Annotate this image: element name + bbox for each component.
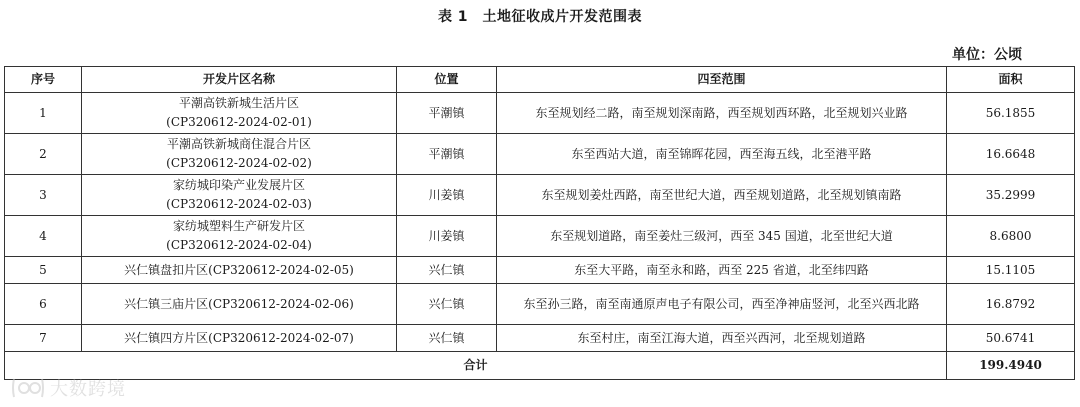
- row-location: 兴仁镇: [397, 284, 497, 325]
- table-row: [5, 325, 1075, 352]
- row-boundary: 东至西站大道，南至锦晖花园，西至海五线，北至港平路: [497, 134, 947, 175]
- row-area: 50.6741: [947, 325, 1075, 352]
- row-area: 56.1855: [947, 93, 1075, 134]
- row-location: 兴仁镇: [397, 257, 497, 284]
- table-header-row: [5, 67, 1075, 93]
- row-location: 川姜镇: [397, 216, 497, 257]
- row-area: 16.6648: [947, 134, 1075, 175]
- row-name-line2: (CP320612-2024-02-04): [166, 238, 312, 252]
- row-name: [82, 216, 397, 257]
- row-area: 16.8792: [947, 284, 1075, 325]
- row-location: 川姜镇: [397, 175, 497, 216]
- table-row: [5, 257, 1075, 284]
- header-no: 序号: [5, 67, 82, 93]
- row-name: [82, 93, 397, 134]
- row-boundary: 东至规划经二路，南至规划深南路，西至规划西环路，北至规划兴业路: [497, 93, 947, 134]
- row-name: 兴仁镇四方片区(CP320612-2024-02-07): [82, 325, 397, 352]
- header-boundary: 四至范围: [497, 67, 947, 93]
- row-name-line2: (CP320612-2024-02-01): [166, 115, 312, 129]
- row-name: [82, 175, 397, 216]
- row-location: 平潮镇: [397, 134, 497, 175]
- row-area: 15.1105: [947, 257, 1075, 284]
- row-name-line1: 家纺城塑料生产研发片区: [172, 219, 305, 233]
- row-name-line1: 家纺城印染产业发展片区: [172, 178, 305, 192]
- row-name: 兴仁镇盘扣片区(CP320612-2024-02-05): [82, 257, 397, 284]
- row-name-line1: 平潮高铁新城商住混合片区: [166, 137, 311, 151]
- row-location: 平潮镇: [397, 93, 497, 134]
- total-row: [5, 352, 1075, 380]
- row-no: 2: [5, 134, 82, 175]
- row-area: 35.2999: [947, 175, 1075, 216]
- row-no: 6: [5, 284, 82, 325]
- table-row: [5, 216, 1075, 257]
- table-title: 表 1 土地征收成片开发范围表: [437, 9, 643, 25]
- row-area: 8.6800: [947, 216, 1075, 257]
- header-area: 面积: [947, 67, 1075, 93]
- watermark-text: 大数跨境: [50, 379, 126, 400]
- row-boundary: 东至村庄，南至江海大道，西至兴西河，北至规划道路: [497, 325, 947, 352]
- development-range-table: [4, 66, 1075, 380]
- total-area: 199.4940: [947, 352, 1075, 380]
- table-row: [5, 93, 1075, 134]
- header-name: 开发片区名称: [82, 67, 397, 93]
- row-location: 兴仁镇: [397, 325, 497, 352]
- row-no: 1: [5, 93, 82, 134]
- table-row: [5, 134, 1075, 175]
- row-name: [82, 134, 397, 175]
- total-label: 合计: [5, 352, 947, 380]
- table-row: [5, 175, 1075, 216]
- header-location: 位置: [397, 67, 497, 93]
- row-no: 4: [5, 216, 82, 257]
- row-name: 兴仁镇三庙片区(CP320612-2024-02-06): [82, 284, 397, 325]
- row-boundary: 东至规划道路，南至姜灶三级河，西至 345 国道，北至世纪大道: [497, 216, 947, 257]
- row-name-line1: 平潮高铁新城生活片区: [178, 96, 299, 110]
- row-boundary: 东至大平路，南至永和路，西至 225 省道，北至纬四路: [497, 257, 947, 284]
- unit-label: 单位：公顷: [952, 47, 1022, 63]
- row-name-line2: (CP320612-2024-02-02): [166, 156, 312, 170]
- row-boundary: 东至规划姜灶西路，南至世纪大道，西至规划道路，北至规划镇南路: [497, 175, 947, 216]
- row-boundary: 东至孙三路，南至南通原声电子有限公司，西至净神庙竖河，北至兴西北路: [497, 284, 947, 325]
- row-name-line2: (CP320612-2024-02-03): [166, 197, 312, 211]
- row-no: 7: [5, 325, 82, 352]
- table-row: [5, 284, 1075, 325]
- row-no: 3: [5, 175, 82, 216]
- row-no: 5: [5, 257, 82, 284]
